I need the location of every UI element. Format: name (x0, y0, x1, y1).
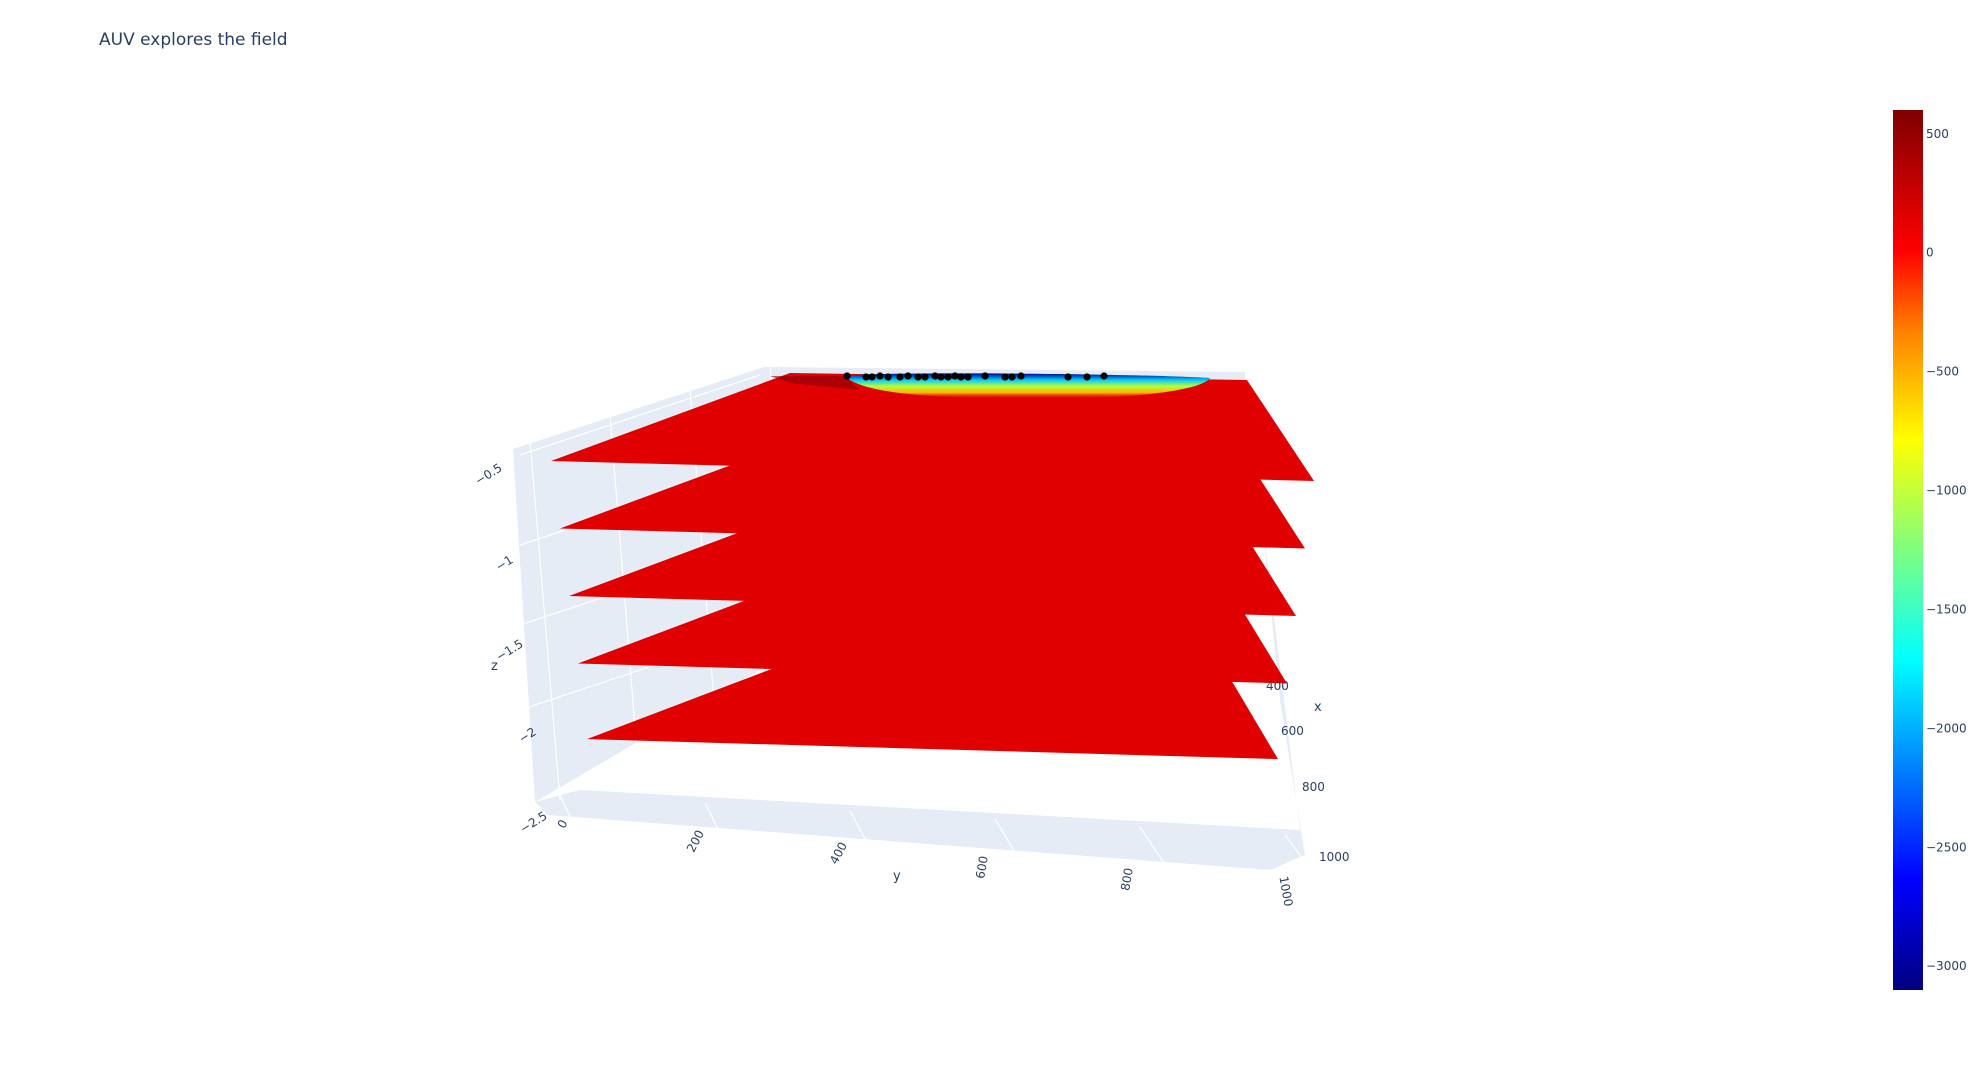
x-tick-label: 1000 (1319, 850, 1350, 864)
auv-point (944, 373, 951, 380)
auv-point (931, 372, 938, 379)
auv-point (957, 373, 964, 380)
x-tick-label: 800 (1302, 780, 1325, 794)
y-tick-label: 1000 (1276, 875, 1296, 908)
colorbar-gradient (1893, 110, 1923, 990)
auv-point (843, 372, 850, 379)
auv-point (868, 373, 875, 380)
y-tick-label: 200 (683, 827, 708, 855)
auv-point (884, 373, 891, 380)
z-axis-title: z (491, 659, 498, 674)
x-tick-label: 600 (1281, 724, 1304, 738)
auv-point (1083, 373, 1090, 380)
auv-point (876, 372, 883, 379)
colorbar-tick-label: 0 (1926, 245, 1934, 260)
auv-point (937, 373, 944, 380)
auv-point (1100, 372, 1107, 379)
auv-point (896, 373, 903, 380)
auv-point (981, 372, 988, 379)
auv-point (914, 373, 921, 380)
colorbar-tick-label: −2000 (1926, 721, 1967, 736)
colorbar-tick-label: −3000 (1926, 959, 1967, 974)
chart-title: AUV explores the field (99, 30, 288, 50)
auv-point (1008, 373, 1015, 380)
z-tick-label: −1.5 (493, 636, 526, 664)
y-tick-label: 600 (973, 854, 991, 880)
y-tick-label: 800 (1118, 866, 1136, 892)
z-tick-label: −2.5 (517, 808, 550, 836)
auv-point (1064, 373, 1071, 380)
auv-point (904, 372, 911, 379)
colorbar-tick-label: −1500 (1926, 602, 1967, 617)
auv-point (1017, 372, 1024, 379)
y-tick-label: 400 (826, 839, 851, 867)
colorbar (1893, 110, 1967, 990)
z-tick-label: −1 (493, 552, 516, 574)
z-tick-label: −2 (516, 724, 539, 746)
auv-point (951, 372, 958, 379)
colorbar-tick-label: −1000 (1926, 483, 1967, 498)
y-axis-title: y (893, 869, 901, 884)
x-tick-label: 400 (1266, 679, 1289, 693)
x-axis-title: x (1314, 700, 1322, 715)
colorbar-tick-label: −500 (1926, 364, 1959, 379)
y-tick-label: 0 (554, 817, 571, 831)
colorbar-tick-label: −2500 (1926, 840, 1967, 855)
z-tick-label: −0.5 (472, 460, 505, 488)
auv-point (964, 373, 971, 380)
colorbar-tick-label: 500 (1926, 126, 1949, 141)
floor-plane (535, 790, 1305, 870)
auv-point (1001, 373, 1008, 380)
auv-point (921, 373, 928, 380)
